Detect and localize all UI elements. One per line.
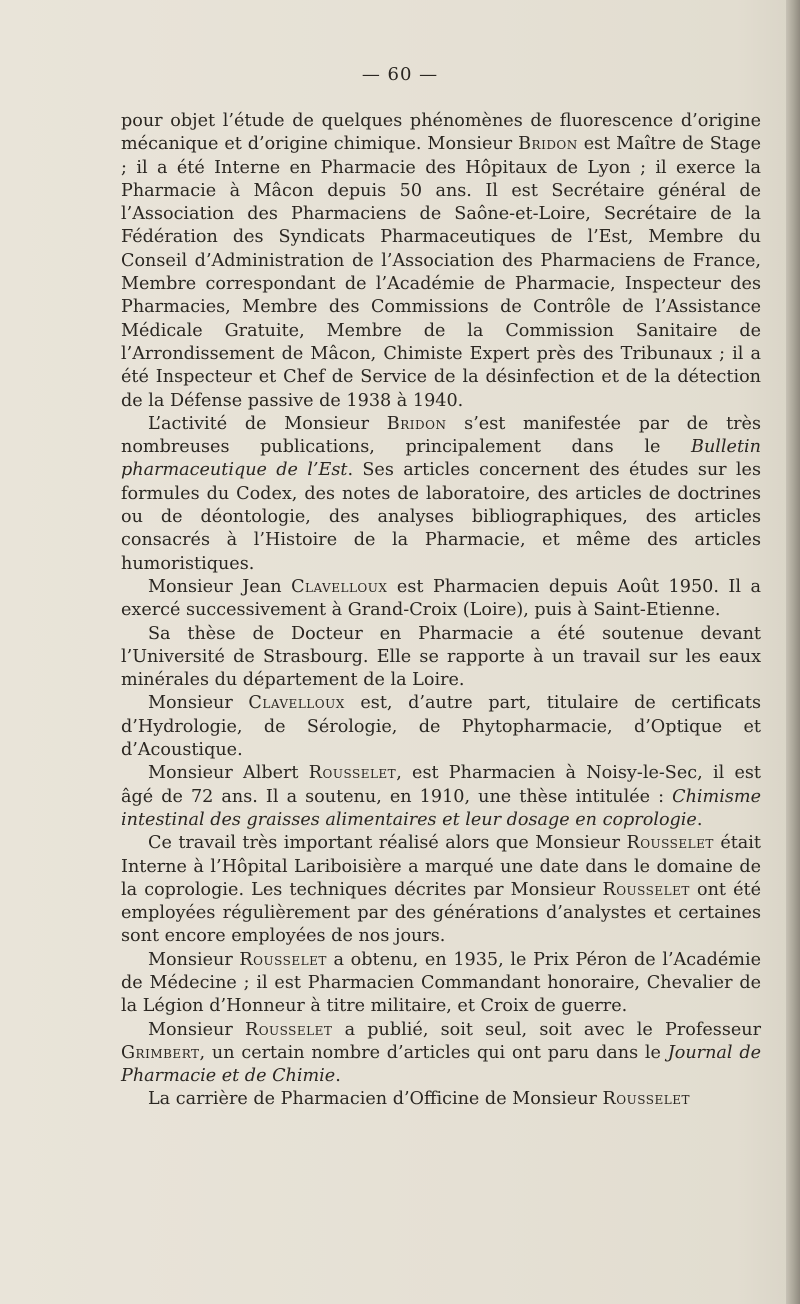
- text-run: . Ses articles concernent des études sur les formules du Codex, des notes de laboratoire, des articles de doctrines ou de déontologie, des analyses bibliographiques, des articles consacrés à l’Histoire de la Pharmacie, et même des articles humoristiques.: [121, 460, 761, 574]
- text-run: est Pharmacien depuis Août 1950. Il a exercé successivement à Grand-Croix (Loire), puis à Saint-Etienne.: [121, 576, 762, 621]
- person-name: Rousselet: [626, 833, 714, 854]
- thesis-title: Chimisme intestinal des graisses alimentaires et leur dosage en coprologie: [121, 786, 761, 830]
- paragraph: [121, 110, 761, 413]
- paragraph: [121, 949, 761, 1019]
- text-run: Monsieur Albert: [148, 763, 309, 784]
- text-run: est Maître de Stage ; il a été Interne en Pharmacie des Hôpitaux de Lyon ; il exerce la Pharmacie à Mâcon depuis 50 ans. Il est Secrétaire général de l’Association des Pharmaciens de Saône-et-Loire, Secrétaire de la Fédération des Syndicats Pharmaceutiques de l’Est, Membre du Conseil d’Administration de l’Association des Pharmaciens de France, Membre correspondant de l’Académie de Pharmacie, Inspecteur des Pharmacies, Membre des Commissions de Contrôle de l’Assistance Médicale Gratuite, Membre de la Commission Sanitaire de l’Arrondissement de Mâcon, Chimiste Expert près des Tribunaux ; il a été Inspecteur et Chef de Service de la désinfection et de la détection de la Défense passive de 1938 à 1940.: [121, 134, 761, 411]
- text-run: ont été employées régulièrement par des générations d’analystes et certaines sont encore employées de nos jours.: [121, 879, 761, 947]
- person-name: Clavelloux: [291, 576, 388, 597]
- person-name: Bridon: [518, 134, 578, 155]
- text-run: Sa thèse de Docteur en Pharmacie a été soutenue devant l’Université de Strasbourg. Elle se rapporte à un travail sur les eaux minérales du département de la Loire.: [121, 623, 761, 691]
- text-run: Ce travail très important réalisé alors que Monsieur: [148, 833, 627, 854]
- person-name: Clavelloux: [248, 693, 345, 714]
- paragraph: [121, 762, 761, 832]
- person-name: Rousselet: [602, 1089, 690, 1110]
- person-name: Bridon: [386, 413, 447, 434]
- text-run: Monsieur: [148, 949, 240, 970]
- text-run: La carrière de Pharmacien d’Officine de Monsieur: [148, 1089, 603, 1110]
- text-run: Monsieur Jean: [148, 576, 292, 597]
- page-number: — 60 —: [361, 64, 439, 85]
- text-run: Monsieur: [148, 693, 249, 714]
- paragraph: [121, 832, 761, 948]
- journal-title: Journal de Pharmacie et de Chimie: [121, 1042, 761, 1087]
- text-run: .: [696, 809, 703, 830]
- text-run: était Interne à l’Hôpital Lariboisière a marqué une date dans le domaine de la coprologie. Les techniques décrites par Monsieur: [121, 833, 761, 900]
- body-text: [121, 110, 761, 1112]
- paragraph: [121, 692, 761, 762]
- paragraph: [121, 576, 761, 623]
- text-run: , est Pharmacien à Noisy-le-Sec, il est âgé de 72 ans. Il a soutenu, en 1910, une thèse intitulée :: [121, 763, 761, 807]
- text-run: pour objet l’étude de quelques phénomènes de fluorescence d’origine mécanique et d’origine chimique. Monsieur: [121, 111, 761, 155]
- person-name: Grimbert: [121, 1042, 200, 1063]
- page-edge: [786, 0, 800, 1304]
- text-run: , un certain nombre d’articles qui ont paru dans le: [199, 1042, 668, 1063]
- person-name: Rousselet: [244, 1019, 333, 1040]
- paragraph: [121, 623, 761, 693]
- person-name: Rousselet: [308, 763, 397, 784]
- text-run: s’est manifestée par de très nombreuses publications, principalement dans le: [121, 413, 761, 458]
- text-run: L’activité de Monsieur: [148, 413, 387, 434]
- text-run: .: [335, 1066, 341, 1087]
- paragraph: [121, 1088, 761, 1111]
- text-run: a publié, soit seul, soit avec le Professeur: [332, 1019, 762, 1040]
- person-name: Rousselet: [239, 949, 327, 970]
- paragraph: [121, 1019, 761, 1089]
- person-name: Rousselet: [602, 879, 690, 900]
- text-run: a obtenu, en 1935, le Prix Péron de l’Académie de Médecine ; il est Pharmacien Commandant honoraire, Chevalier de la Légion d’Honneur à titre militaire, et Croix de guerre.: [121, 949, 761, 1017]
- paragraph: [121, 413, 761, 576]
- text-run: Monsieur: [148, 1019, 245, 1040]
- journal-title: Bulletin pharmaceutique de l’Est: [121, 437, 761, 481]
- text-run: est, d’autre part, titulaire de certificats d’Hydrologie, de Sérologie, de Phytopharmacie, d’Optique et d’Acoustique.: [121, 693, 761, 761]
